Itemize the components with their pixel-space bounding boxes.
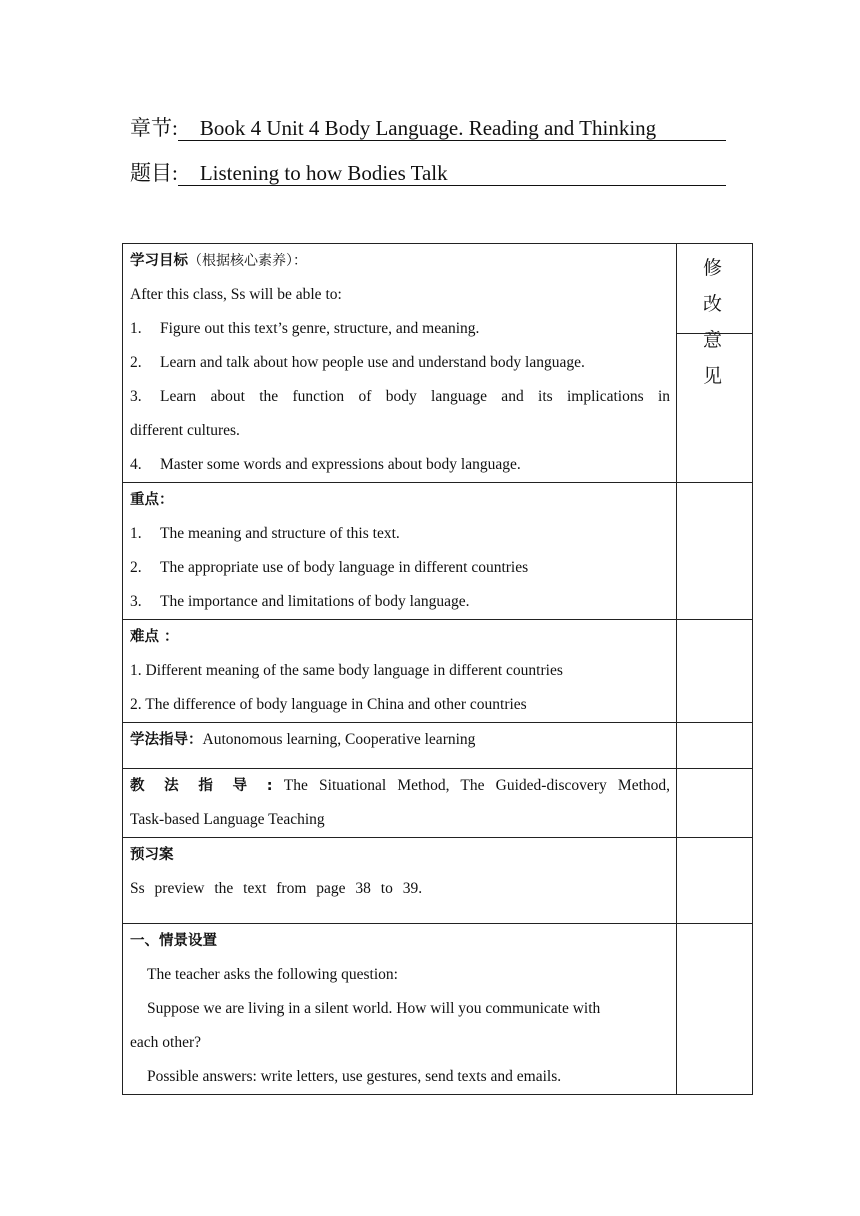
chapter-value: Book 4 Unit 4 Body Language. Reading and Thinking xyxy=(178,115,726,141)
revision-notes-header: 修改 意见 xyxy=(702,257,740,387)
revision-notes-cell xyxy=(677,620,753,723)
revision-notes-cell xyxy=(677,723,753,769)
objectives-row xyxy=(123,244,753,483)
difficulties-row xyxy=(123,620,753,723)
list-item: 3. The importance and limitations of body language. xyxy=(130,593,470,610)
list-item: 2. The appropriate use of body language in different countries xyxy=(130,559,529,576)
list-item: 2. The difference of body language in China and other countries xyxy=(130,696,527,713)
teaching-method-text-2: Task-based Language Teaching xyxy=(130,811,325,828)
list-item-continued: different cultures. xyxy=(130,422,240,439)
objectives-title: 学习目标（根据核心素养）： xyxy=(130,253,307,269)
key-points-cell xyxy=(123,483,677,620)
situation-title: 一、情景设置 xyxy=(130,933,217,949)
revision-notes-cell xyxy=(677,924,753,1095)
key-points-row xyxy=(123,483,753,620)
topic-label: 题目: xyxy=(130,161,178,185)
list-item: 4. Master some words and expressions about body language. xyxy=(130,456,521,473)
learning-method-row xyxy=(123,723,753,769)
situation-line: The teacher asks the following question: xyxy=(147,966,398,983)
learning-method-text: Autonomous learning, Cooperative learning xyxy=(202,731,476,748)
list-item: 1. The meaning and structure of this text. xyxy=(130,525,400,542)
key-points-title: 重点： xyxy=(130,492,174,508)
teaching-method-row xyxy=(123,769,753,838)
chapter-label: 章节: xyxy=(130,116,178,140)
revision-notes-header-cell xyxy=(677,244,753,483)
learning-method-title: 学法指导： xyxy=(130,732,203,748)
situation-line: Possible answers: write letters, use gestures, send texts and emails. xyxy=(147,1068,562,1085)
preview-cell xyxy=(123,838,677,924)
difficulties-title: 难点 ： xyxy=(130,629,179,645)
chapter-line xyxy=(130,115,726,141)
situation-cell xyxy=(123,924,677,1095)
revision-notes-cell xyxy=(677,483,753,620)
teaching-method-text: The Situational Method, The Guided-discovery Method, xyxy=(283,777,671,794)
list-item: 1. Figure out this text’s genre, structure, and meaning. xyxy=(130,320,480,337)
situation-row xyxy=(123,924,753,1095)
list-item: 2. Learn and talk about how people use and understand body language. xyxy=(130,354,585,371)
lesson-plan-table xyxy=(122,243,753,1095)
situation-line: each other? xyxy=(130,1034,201,1051)
objectives-cell xyxy=(123,244,677,483)
difficulties-cell xyxy=(123,620,677,723)
objectives-intro: After this class, Ss will be able to: xyxy=(130,286,342,303)
list-item: 3. Learn about the function of body language and its implications in xyxy=(130,388,670,405)
preview-row xyxy=(123,838,753,924)
topic-line xyxy=(130,160,726,186)
situation-line: Suppose we are living in a silent world. How will you communicate with xyxy=(147,1000,601,1017)
revision-notes-cell xyxy=(677,838,753,924)
preview-text: Ss preview the text from page 38 to 39. xyxy=(130,880,423,897)
learning-method-cell xyxy=(123,723,677,769)
list-item: 1. Different meaning of the same body language in different countries xyxy=(130,662,563,679)
teaching-method-cell xyxy=(123,769,677,838)
topic-value: Listening to how Bodies Talk xyxy=(178,160,726,186)
teaching-method-title: 教 法 指 导 : xyxy=(130,778,273,794)
revision-notes-cell xyxy=(677,769,753,838)
preview-title: 预习案 xyxy=(130,847,174,863)
